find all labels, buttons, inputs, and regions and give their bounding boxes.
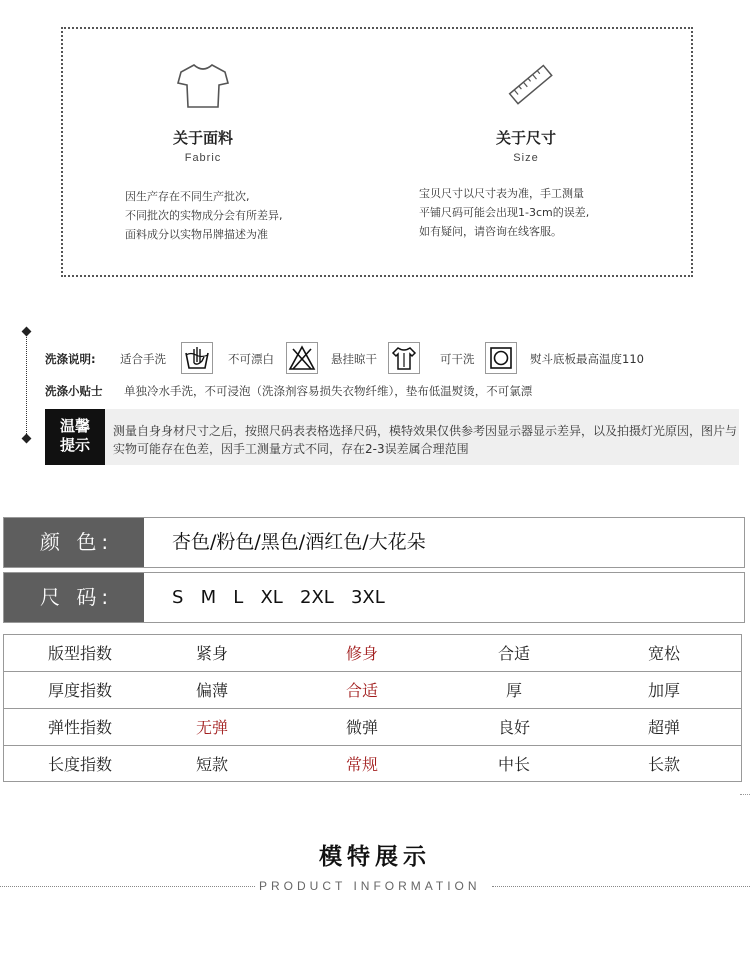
wash-tips-text: 单独冷水手洗，不可浸泡（洗涤剂容易损失衣物纤维），垫布低温熨烫，不可氯漂 bbox=[124, 384, 533, 398]
size-subtitle: Size bbox=[513, 152, 539, 164]
table-row bbox=[4, 672, 741, 709]
size-line: 宝贝尺寸以尺寸表为准，手工测量 bbox=[419, 187, 584, 200]
size-line: 平铺尺码可能会出现1-3cm的误差, bbox=[419, 206, 590, 219]
dotted-divider bbox=[492, 886, 750, 887]
dotted-divider bbox=[740, 794, 750, 795]
color-row bbox=[3, 517, 745, 568]
fabric-line: 因生产存在不同生产批次, bbox=[125, 190, 250, 203]
index-option: 偏薄 bbox=[195, 681, 228, 700]
fabric-description bbox=[125, 187, 283, 244]
dotted-divider bbox=[0, 886, 255, 887]
section-title: 模特展示 bbox=[319, 843, 431, 870]
fabric-title: 关于面料 bbox=[172, 129, 233, 147]
size-line: 如有疑问，请咨询在线客服。 bbox=[419, 225, 562, 238]
index-name: 厚度指数 bbox=[47, 681, 112, 700]
size-description bbox=[419, 184, 589, 241]
section-subtitle: PRODUCT INFORMATION bbox=[259, 879, 481, 893]
index-option: 紧身 bbox=[195, 644, 228, 663]
color-value: 杏色/粉色/黑色/酒红色/大花朵 bbox=[172, 531, 426, 553]
index-option: 长款 bbox=[647, 755, 680, 774]
diamond-marker-bottom bbox=[22, 434, 32, 444]
diamond-marker-top bbox=[22, 327, 32, 337]
table-row bbox=[4, 746, 741, 783]
index-option: 合适 bbox=[497, 644, 530, 663]
tshirt-icon bbox=[177, 63, 229, 109]
dry-clean-icon bbox=[485, 342, 517, 374]
color-label: 颜 色: bbox=[4, 518, 144, 567]
fabric-line: 不同批次的实物成分会有所差异, bbox=[125, 209, 283, 222]
index-option: 常规 bbox=[345, 755, 378, 774]
index-option: 厚 bbox=[505, 681, 522, 700]
fabric-subtitle: Fabric bbox=[184, 152, 222, 164]
index-option: 中长 bbox=[497, 755, 530, 774]
hang-dry-icon bbox=[388, 342, 420, 374]
notice-badge-line: 温馨 bbox=[59, 417, 90, 435]
index-name: 弹性指数 bbox=[47, 718, 112, 737]
no-bleach-icon bbox=[286, 342, 318, 374]
index-option: 微弹 bbox=[345, 718, 378, 737]
index-option: 超弹 bbox=[647, 718, 680, 737]
notice-text: 测量自身身材尺寸之后，按照尺码表表格选择尺码，模特效果仅供参考因显示器显示差异，以及拍摄灯光原因，图片与实物可能存在色差，因手工测量方式不同，存在2-3误差属合理范围 bbox=[113, 424, 738, 456]
size-row bbox=[3, 572, 745, 623]
notice-badge bbox=[45, 409, 105, 465]
index-option: 短款 bbox=[195, 755, 228, 774]
index-option: 良好 bbox=[497, 718, 530, 737]
fabric-line: 面料成分以实物吊牌描述为准 bbox=[125, 228, 268, 241]
hand-wash-icon bbox=[181, 342, 213, 374]
wash-divider-line bbox=[26, 330, 27, 440]
index-name: 长度指数 bbox=[47, 755, 112, 774]
wash-tips-label: 洗涤小贴士 bbox=[45, 384, 103, 398]
index-name: 版型指数 bbox=[47, 644, 112, 663]
index-table bbox=[3, 634, 742, 782]
index-option: 修身 bbox=[345, 644, 378, 663]
notice-badge-line: 提示 bbox=[59, 436, 90, 454]
index-option: 加厚 bbox=[647, 681, 680, 700]
wash-item-label: 不可漂白 bbox=[228, 352, 274, 366]
size-value: S M L XL 2XL 3XL bbox=[172, 587, 385, 608]
wash-item-label: 悬挂晾干 bbox=[331, 352, 377, 366]
index-option: 无弹 bbox=[195, 718, 228, 737]
index-option: 宽松 bbox=[647, 644, 680, 663]
size-label: 尺 码: bbox=[4, 573, 144, 622]
table-row bbox=[4, 635, 741, 672]
size-title: 关于尺寸 bbox=[495, 129, 556, 147]
index-option: 合适 bbox=[345, 681, 378, 700]
ruler-icon bbox=[507, 62, 555, 108]
iron-temperature-text: 熨斗底板最高温度110 bbox=[530, 352, 644, 366]
wash-instructions-label: 洗涤说明: bbox=[45, 352, 96, 366]
wash-item-label: 适合手洗 bbox=[120, 352, 166, 366]
wash-item-label: 可干洗 bbox=[440, 352, 475, 366]
info-box bbox=[61, 27, 693, 277]
table-row bbox=[4, 709, 741, 746]
